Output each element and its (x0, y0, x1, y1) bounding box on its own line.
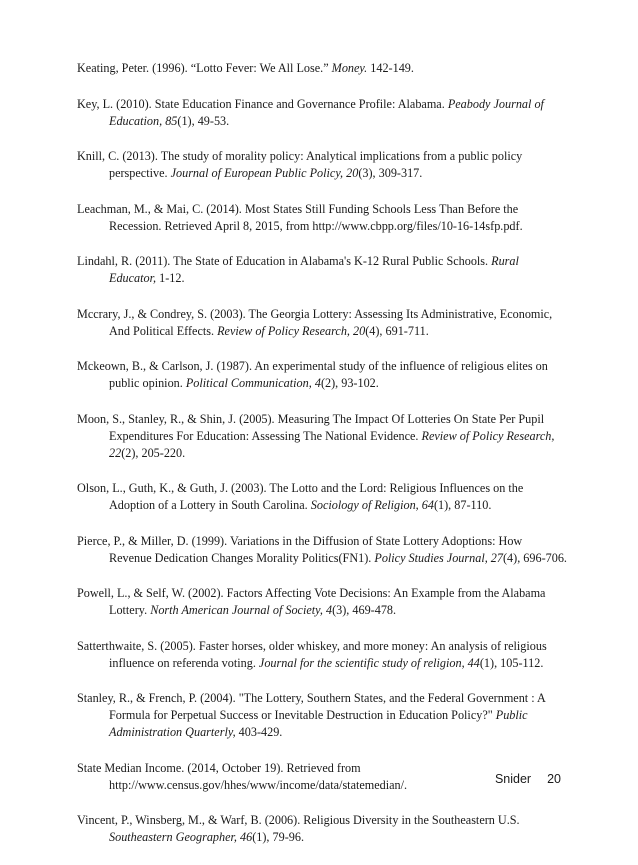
reference-entry: Mccrary, J., & Condrey, S. (2003). The Georgia Lottery: Assessing Its Administrative, Economic, And Political Effects. Review of Policy Research, 20(4), 691-711. (77, 306, 553, 338)
reference-entry: Mckeown, B., & Carlson, J. (1987). An experimental study of the influence of religious elites on public opinion. Political Communication, 4(2), 93-102. (77, 359, 548, 390)
footer-author: Snider (494, 772, 532, 786)
reference-entry: Moon, S., Stanley, R., & Shin, J. (2005). Measuring The Impact Of Lotteries On State Per Pupil Expenditures For Education: Assessing The National Evidence. Review of Policy Research, 22(2), 205-220. (77, 411, 555, 460)
reference-entry: Satterthwaite, S. (2005). Faster horses, older whiskey, and more money: An analysis of religious influence on referenda voting. Journal for the scientific study of religion, 44(1), 105-112. (77, 638, 547, 670)
reference-entry: Stanley, R., & French, P. (2004). "The Lottery, Southern States, and the Federal Government : A Formula for Perpetual Success or Inevitable Destruction in Education Policy?" Public Administration Quarterly, 403-429. (77, 691, 546, 739)
reference-entry: Pierce, P., & Miller, D. (1999). Variations in the Diffusion of State Lottery Adoptions: How Revenue Dedication Changes Morality Politics(FN1). Policy Studies Journal, 27(4), 696-706. (77, 533, 567, 565)
reference-entry: Key, L. (2010). State Education Finance and Governance Profile: Alabama. Peabody Journal of Education, 85(1), 49-53. (77, 96, 544, 128)
page-number: 20 (547, 772, 561, 786)
reference-entry: State Median Income. (2014, October 19). Retrieved from http://www.census.gov/hhes/www/income/data/statemedian/. (77, 760, 408, 792)
reference-entry: Lindahl, R. (2011). The State of Education in Alabama's K-12 Rural Public Schools. Rural Educator, 1-12. (77, 254, 519, 285)
reference-entry: Olson, L., Guth, K., & Guth, J. (2003). The Lotto and the Lord: Religious Influences on the Adoption of a Lottery in South Carolina. Sociology of Religion, 64(1), 87-110. (77, 481, 524, 512)
reference-entry: Vincent, P., Winsberg, M., & Warf, B. (2006). Religious Diversity in the Southeastern U.S. Southeastern Geographer, 46(1), 79-96. (77, 813, 520, 844)
reference-list (77, 60, 567, 865)
reference-entry: Leachman, M., & Mai, C. (2014). Most States Still Funding Schools Less Than Before the Recession. Retrieved April 8, 2015, from http://www.cbpp.org/files/10-16-14sfp.pdf. (77, 201, 523, 233)
reference-entry: Powell, L., & Self, W. (2002). Factors Affecting Vote Decisions: An Example from the Alabama Lottery. North American Journal of Society, 4(3), 469-478. (77, 586, 546, 617)
page-footer (495, 772, 561, 786)
reference-entry: Keating, Peter. (1996). “Lotto Fever: We All Lose.” Money. 142-149. (77, 61, 414, 75)
reference-entry: Knill, C. (2013). The study of morality policy: Analytical implications from a public policy perspective. Journal of European Public Policy, 20(3), 309-317. (77, 149, 523, 180)
